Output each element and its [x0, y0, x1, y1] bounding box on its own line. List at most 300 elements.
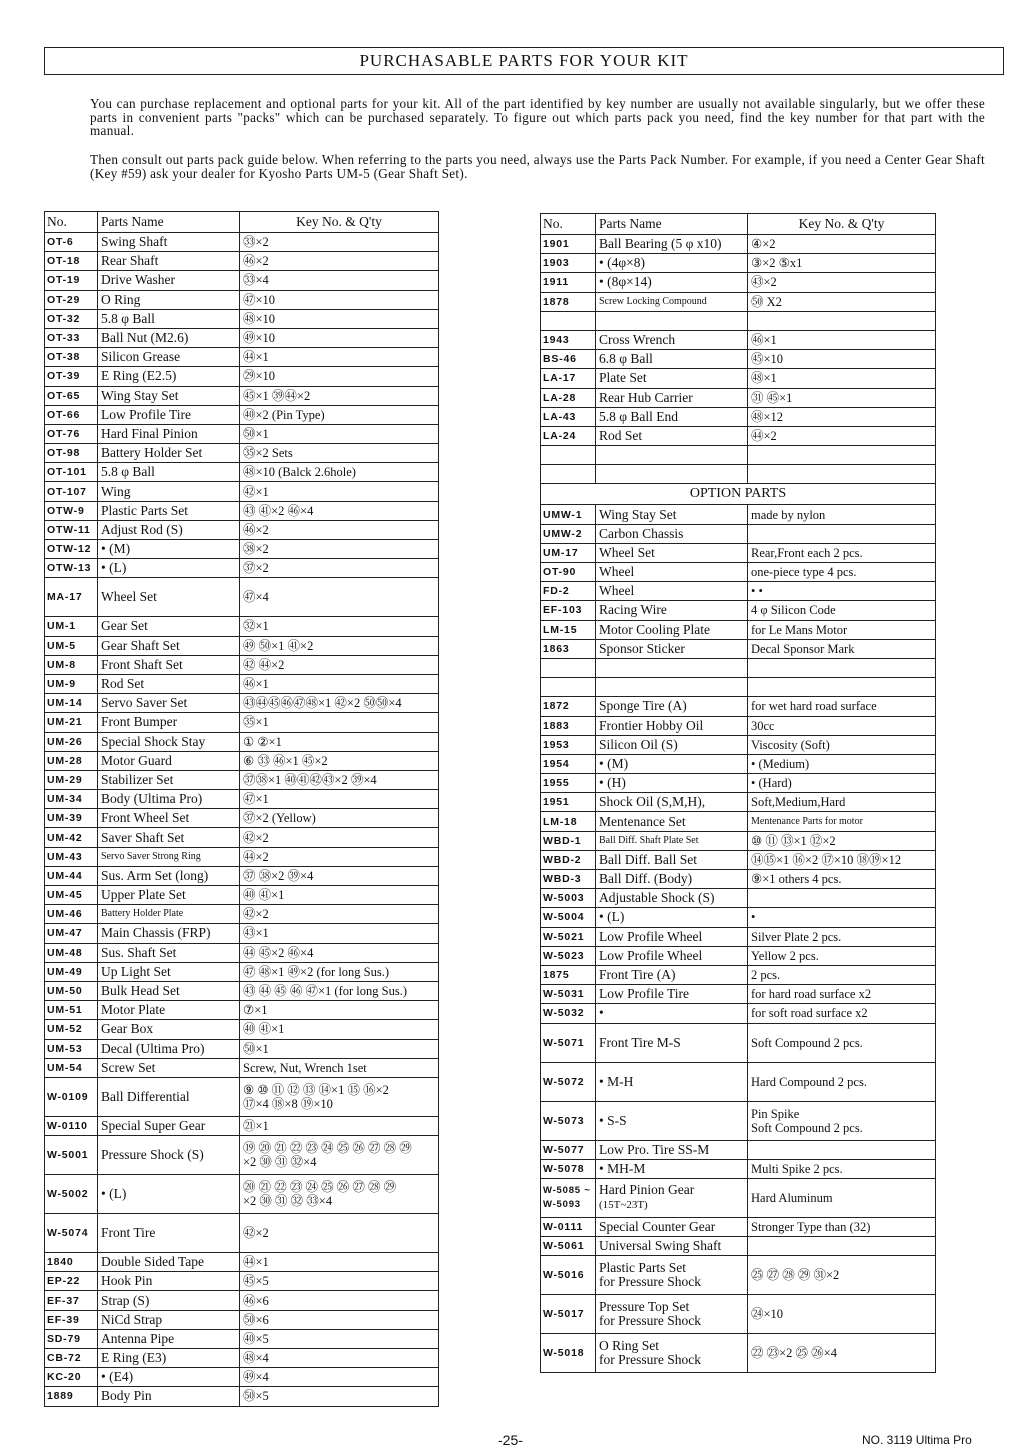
part-name: • (M)	[596, 754, 748, 773]
key-quantity: ㊸×1	[240, 924, 439, 943]
table-row	[45, 1349, 439, 1368]
part-name: • (L)	[596, 908, 748, 927]
table-row	[45, 309, 439, 328]
table-row	[541, 1295, 936, 1334]
table-row	[541, 658, 936, 677]
table-row	[541, 889, 936, 908]
table-row	[45, 790, 439, 809]
part-number: 1954	[541, 754, 596, 773]
part-number: 1863	[541, 639, 596, 658]
part-name: Motor Plate	[98, 1001, 240, 1020]
table-row	[541, 1334, 936, 1373]
key-quantity: ㊾ ㊿×1 ㊶×2	[240, 636, 439, 655]
table-row	[541, 870, 936, 889]
key-quantity	[748, 524, 936, 543]
table-row	[45, 463, 439, 482]
part-number: UMW-2	[541, 524, 596, 543]
key-quantity: ㊵×2 (Pin Type)	[240, 405, 439, 424]
key-quantity	[748, 889, 936, 908]
part-name: 6.8 φ Ball	[596, 350, 748, 369]
part-number: LA-17	[541, 369, 596, 388]
table-row	[541, 946, 936, 965]
table-row	[541, 620, 936, 639]
key-quantity: ㊷ ㊹×2	[240, 655, 439, 674]
table-row	[541, 330, 936, 349]
table-row	[45, 559, 439, 578]
part-name: Silicon Grease	[98, 348, 240, 367]
key-quantity: ㊽×1	[748, 369, 936, 388]
key-quantity	[748, 311, 936, 330]
table-row	[45, 444, 439, 463]
part-number: OT-98	[45, 444, 98, 463]
key-quantity: ㉛ ㊺×1	[748, 388, 936, 407]
table-row	[45, 367, 439, 386]
part-name: Adjust Rod (S)	[98, 520, 240, 539]
table-row	[45, 732, 439, 751]
key-quantity: ㊺×1 ㊴㊹×2	[240, 386, 439, 405]
table-row	[541, 1217, 936, 1236]
part-number: UM-21	[45, 713, 98, 732]
table-row	[45, 655, 439, 674]
part-name: Special Shock Stay	[98, 732, 240, 751]
part-name: Upper Plate Set	[98, 886, 240, 905]
table-row	[45, 1136, 439, 1175]
page-title: PURCHASABLE PARTS FOR YOUR KIT	[44, 47, 1004, 75]
part-number: UM-42	[45, 828, 98, 847]
column-header-key: Key No. & Q'ty	[240, 212, 439, 233]
part-number: UM-34	[45, 790, 98, 809]
key-quantity: ㊷×2	[240, 1214, 439, 1253]
table-row	[45, 674, 439, 693]
key-quantity: ㊸ ㊹ ㊺ ㊻ ㊼×1 (for long Sus.)	[240, 981, 439, 1000]
part-name: Drive Washer	[98, 271, 240, 290]
part-name: Servo Saver Strong Ring	[98, 847, 240, 866]
table-row	[45, 1253, 439, 1272]
part-name: Plate Set	[596, 369, 748, 388]
part-name: • MH-M	[596, 1159, 748, 1178]
key-quantity: ㊵×5	[240, 1329, 439, 1348]
part-name: Wheel Set	[98, 578, 240, 617]
part-name: Stabilizer Set	[98, 770, 240, 789]
part-number: 1943	[541, 330, 596, 349]
key-quantity: ⑭⑮×1 ⑯×2 ⑰×10 ⑱⑲×12	[748, 850, 936, 869]
table-row	[45, 290, 439, 309]
part-number: 1955	[541, 774, 596, 793]
part-name: Plastic Parts Set for Pressure Shock	[596, 1256, 748, 1295]
table-row	[45, 713, 439, 732]
key-quantity: ㊿ X2	[748, 292, 936, 311]
table-row	[45, 1291, 439, 1310]
table-row	[45, 1116, 439, 1135]
table-row	[45, 924, 439, 943]
part-number: OT-90	[541, 563, 596, 582]
table-row	[541, 1178, 936, 1217]
table-row	[45, 1058, 439, 1077]
part-number: W-5078	[541, 1159, 596, 1178]
table-row	[45, 886, 439, 905]
part-number: 1889	[45, 1387, 98, 1406]
key-quantity	[748, 465, 936, 484]
intro-text-2: Then consult out parts pack guide below. When referring to the parts you need, always use the Parts Pack Number. For example, if you need a Center Gear Shaft (Key #59) ask your dealer for Kyosho Parts UM-5 (Gear Shaft Set).	[90, 152, 985, 181]
part-number: UM-28	[45, 751, 98, 770]
table-row	[541, 1004, 936, 1023]
part-number: UM-29	[45, 770, 98, 789]
part-number: OT-38	[45, 348, 98, 367]
table-row	[541, 235, 936, 254]
column-header-name: Parts Name	[596, 214, 748, 235]
key-quantity: ㊵ ㊶×1	[240, 886, 439, 905]
key-quantity: Stronger Type than (32)	[748, 1217, 936, 1236]
key-quantity: Hard Compound 2 pcs.	[748, 1062, 936, 1101]
part-number: W-5002	[45, 1175, 98, 1214]
part-number: 1840	[45, 1253, 98, 1272]
part-name: E Ring (E3)	[98, 1349, 240, 1368]
part-name: Shock Oil (S,M,H),	[596, 793, 748, 812]
part-name: Front Shaft Set	[98, 655, 240, 674]
part-number: W-5003	[541, 889, 596, 908]
part-name: Rod Set	[98, 674, 240, 693]
key-quantity: ㊺×10	[748, 350, 936, 369]
part-number: UM-51	[45, 1001, 98, 1020]
part-name: Main Chassis (FRP)	[98, 924, 240, 943]
column-header-name: Parts Name	[98, 212, 240, 233]
part-number: W-5031	[541, 985, 596, 1004]
part-number: UM-44	[45, 866, 98, 885]
table-row	[541, 254, 936, 273]
key-quantity	[748, 678, 936, 697]
table-row	[541, 465, 936, 484]
part-number: OT-39	[45, 367, 98, 386]
key-quantity: ㊸ ㊶×2 ㊻×4	[240, 501, 439, 520]
column-header-key: Key No. & Q'ty	[748, 214, 936, 235]
key-quantity: ㊾×4	[240, 1368, 439, 1387]
key-quantity: ㉙×10	[240, 367, 439, 386]
key-quantity: ㊲ ㊳×2 ㊴×4	[240, 866, 439, 885]
key-quantity: ⑨ ⑩ ⑪ ⑫ ⑬ ⑭×1 ⑮ ⑯×2 ⑰×4 ⑱×8 ⑲×10	[240, 1077, 439, 1116]
table-row	[45, 424, 439, 443]
key-quantity: ⑳ ㉑ ㉒ ㉓ ㉔ ㉕ ㉖ ㉗ ㉘ ㉙ ×2 ㉚ ㉛ ㉜ ㉝×4	[240, 1175, 439, 1214]
key-quantity: for soft road surface x2	[748, 1004, 936, 1023]
part-name: Sus. Shaft Set	[98, 943, 240, 962]
part-number: W-5032	[541, 1004, 596, 1023]
table-row	[45, 328, 439, 347]
key-quantity: ㉕ ㉗ ㉘ ㉙ ㉛×2	[748, 1256, 936, 1295]
table-row	[541, 524, 936, 543]
part-number: EP-22	[45, 1272, 98, 1291]
part-name: Ball Diff. Ball Set	[596, 850, 748, 869]
table-header	[541, 214, 936, 235]
part-name: Gear Box	[98, 1020, 240, 1039]
part-number: WBD-1	[541, 831, 596, 850]
part-name: • (4φ×8)	[596, 254, 748, 273]
part-name: Gear Shaft Set	[98, 636, 240, 655]
part-number: 1953	[541, 735, 596, 754]
key-quantity: ㉜×1	[240, 617, 439, 636]
key-quantity: ㊼ ㊽×1 ㊾×2 (for long Sus.)	[240, 962, 439, 981]
part-number: KC-20	[45, 1368, 98, 1387]
part-number: W-5004	[541, 908, 596, 927]
part-number: OT-65	[45, 386, 98, 405]
part-number: BS-46	[541, 350, 596, 369]
key-quantity: ㊹×2	[240, 847, 439, 866]
table-row	[541, 543, 936, 562]
part-name: Decal (Ultima Pro)	[98, 1039, 240, 1058]
part-number: UM-39	[45, 809, 98, 828]
part-name: Ball Diff. Shaft Plate Set	[596, 831, 748, 850]
table-row	[45, 962, 439, 981]
part-number: OT-29	[45, 290, 98, 309]
part-name: Saver Shaft Set	[98, 828, 240, 847]
part-name: • (M)	[98, 540, 240, 559]
part-name: Pressure Top Set for Pressure Shock	[596, 1295, 748, 1334]
key-quantity	[748, 1140, 936, 1159]
part-number	[541, 446, 596, 465]
key-quantity: ㊻×2	[240, 520, 439, 539]
key-quantity: ㊺×5	[240, 1272, 439, 1291]
key-quantity: Pin Spike Soft Compound 2 pcs.	[748, 1101, 936, 1140]
key-quantity: ㊻×1	[240, 674, 439, 693]
table-row	[45, 905, 439, 924]
part-name: Hard Final Pinion	[98, 424, 240, 443]
key-quantity: ㊹ ㊺×2 ㊻×4	[240, 943, 439, 962]
part-number: OTW-9	[45, 501, 98, 520]
key-quantity: ㊽×12	[748, 407, 936, 426]
key-quantity: ⑲ ⑳ ㉑ ㉒ ㉓ ㉔ ㉕ ㉖ ㉗ ㉘ ㉙ ×2 ㉚ ㉛ ㉜×4	[240, 1136, 439, 1175]
part-name: • (8φ×14)	[596, 273, 748, 292]
part-name: Front Tire	[98, 1214, 240, 1253]
part-number: UM-49	[45, 962, 98, 981]
key-quantity: ㊲×2	[240, 559, 439, 578]
part-number: W-5085 ~ W-5093	[541, 1178, 596, 1217]
part-number: LM-15	[541, 620, 596, 639]
key-quantity: ㉔×10	[748, 1295, 936, 1334]
key-quantity: ⑥ ㉝ ㊻×1 ㊺×2	[240, 751, 439, 770]
part-name: Front Tire (A)	[596, 965, 748, 984]
part-name: Motor Guard	[98, 751, 240, 770]
part-number	[541, 311, 596, 330]
table-row	[45, 636, 439, 655]
table-row	[45, 405, 439, 424]
part-number: CB-72	[45, 1349, 98, 1368]
part-name: 5.8 φ Ball	[98, 463, 240, 482]
key-quantity: ㉟×2 Sets	[240, 444, 439, 463]
key-quantity: ㊼×4	[240, 578, 439, 617]
table-row	[541, 292, 936, 311]
table-row	[541, 505, 936, 524]
key-quantity: • •	[748, 582, 936, 601]
table-row	[45, 1001, 439, 1020]
table-row	[541, 754, 936, 773]
part-number: W-0111	[541, 1217, 596, 1236]
part-number: W-0110	[45, 1116, 98, 1135]
part-name: Double Sided Tape	[98, 1253, 240, 1272]
part-name: Special Counter Gear	[596, 1217, 748, 1236]
table-row	[541, 1062, 936, 1101]
table-row	[541, 273, 936, 292]
part-number: EF-37	[45, 1291, 98, 1310]
key-quantity: ㊸㊹㊺㊻㊼㊽×1 ㊷×2 ㊿㊿×4	[240, 694, 439, 713]
part-name: Wing	[98, 482, 240, 501]
key-quantity: ㊿×5	[240, 1387, 439, 1406]
key-quantity: ㉟×1	[240, 713, 439, 732]
part-name: Cross Wrench	[596, 330, 748, 349]
part-number: W-5021	[541, 927, 596, 946]
part-number: OT-107	[45, 482, 98, 501]
table-row	[541, 407, 936, 426]
part-number: 1878	[541, 292, 596, 311]
part-number: 1903	[541, 254, 596, 273]
part-number: W-5017	[541, 1295, 596, 1334]
part-name: Gear Set	[98, 617, 240, 636]
key-quantity: Soft,Medium,Hard	[748, 793, 936, 812]
table-row	[45, 943, 439, 962]
part-name: Front Bumper	[98, 713, 240, 732]
key-quantity: Silver Plate 2 pcs.	[748, 927, 936, 946]
table-row	[45, 694, 439, 713]
key-quantity: Soft Compound 2 pcs.	[748, 1023, 936, 1062]
part-name: Servo Saver Set	[98, 694, 240, 713]
table-row	[541, 1140, 936, 1159]
model-label: NO. 3119 Ultima Pro	[862, 1433, 972, 1447]
part-number: W-5074	[45, 1214, 98, 1253]
part-number: OT-18	[45, 252, 98, 271]
table-row	[45, 847, 439, 866]
key-quantity	[748, 446, 936, 465]
table-row	[541, 369, 936, 388]
key-quantity: ㉝×4	[240, 271, 439, 290]
table-row	[45, 252, 439, 271]
part-name: E Ring (E2.5)	[98, 367, 240, 386]
intro-paragraph-2	[90, 153, 985, 180]
part-number: EF-103	[541, 601, 596, 620]
part-number: W-5071	[541, 1023, 596, 1062]
part-number: MA-17	[45, 578, 98, 617]
table-row	[45, 770, 439, 789]
part-number: OT-76	[45, 424, 98, 443]
key-quantity: 4 φ Silicon Code	[748, 601, 936, 620]
part-name: Low Profile Wheel	[596, 927, 748, 946]
key-quantity: ㊾×10	[240, 328, 439, 347]
table-row	[45, 1272, 439, 1291]
table-row	[541, 563, 936, 582]
key-quantity: ㉝×2	[240, 233, 439, 252]
table-row	[541, 1159, 936, 1178]
table-row	[45, 1020, 439, 1039]
key-quantity: Decal Sponsor Mark	[748, 639, 936, 658]
part-name: Rod Set	[596, 426, 748, 445]
key-quantity: for Le Mans Motor	[748, 620, 936, 639]
table-row	[45, 1310, 439, 1329]
part-number	[541, 465, 596, 484]
part-number: EF-39	[45, 1310, 98, 1329]
page-number: -25-	[498, 1432, 523, 1448]
part-name: Ball Differential	[98, 1077, 240, 1116]
part-number: OTW-12	[45, 540, 98, 559]
part-name: Universal Swing Shaft	[596, 1237, 748, 1256]
part-number: OT-66	[45, 405, 98, 424]
table-row	[45, 1039, 439, 1058]
part-name: Strap (S)	[98, 1291, 240, 1310]
part-name: • (E4)	[98, 1368, 240, 1387]
part-name: Carbon Chassis	[596, 524, 748, 543]
table-row	[45, 1077, 439, 1116]
part-name: • M-H	[596, 1062, 748, 1101]
part-name: Sponsor Sticker	[596, 639, 748, 658]
part-name: Mentenance Set	[596, 812, 748, 831]
table-row	[541, 697, 936, 716]
key-quantity	[748, 658, 936, 677]
part-name: Ball Diff. (Body)	[596, 870, 748, 889]
part-name: Bulk Head Set	[98, 981, 240, 1000]
key-quantity: ㊳×2	[240, 540, 439, 559]
table-row	[541, 793, 936, 812]
part-name: Wheel	[596, 582, 748, 601]
part-name: • (L)	[98, 559, 240, 578]
part-number: 1875	[541, 965, 596, 984]
table-row	[45, 828, 439, 847]
key-quantity: Viscosity (Soft)	[748, 735, 936, 754]
part-number: LA-24	[541, 426, 596, 445]
part-name: Wheel Set	[596, 543, 748, 562]
part-number: W-5061	[541, 1237, 596, 1256]
part-name: Low Profile Tire	[98, 405, 240, 424]
key-quantity: 2 pcs.	[748, 965, 936, 984]
part-name: Screw Set	[98, 1058, 240, 1077]
key-quantity: ⑦×1	[240, 1001, 439, 1020]
key-quantity: Rear,Front each 2 pcs.	[748, 543, 936, 562]
intro-paragraph-1	[90, 97, 985, 138]
part-number: UM-53	[45, 1039, 98, 1058]
part-name: Screw Locking Compound	[596, 292, 748, 311]
part-name: O Ring Set for Pressure Shock	[596, 1334, 748, 1373]
key-quantity: Mentenance Parts for motor	[748, 812, 936, 831]
part-number: OT-19	[45, 271, 98, 290]
part-number: UM-14	[45, 694, 98, 713]
table-row	[45, 1387, 439, 1406]
table-row	[45, 1368, 439, 1387]
part-number: LA-28	[541, 388, 596, 407]
table-row	[45, 482, 439, 501]
part-number: WBD-3	[541, 870, 596, 889]
section-heading: OPTION PARTS	[541, 484, 936, 505]
key-quantity	[748, 1237, 936, 1256]
part-name: Hook Pin	[98, 1272, 240, 1291]
part-name	[596, 658, 748, 677]
part-name: Sponge Tire (A)	[596, 697, 748, 716]
table-row	[541, 965, 936, 984]
part-name: Rear Shaft	[98, 252, 240, 271]
part-name: Low Profile Wheel	[596, 946, 748, 965]
part-number: OTW-11	[45, 520, 98, 539]
key-quantity: ① ②×1	[240, 732, 439, 751]
part-name: Silicon Oil (S)	[596, 735, 748, 754]
part-name: Low Profile Tire	[596, 985, 748, 1004]
table-row	[45, 501, 439, 520]
part-name: • S-S	[596, 1101, 748, 1140]
part-name: Wing Stay Set	[596, 505, 748, 524]
part-name: O Ring	[98, 290, 240, 309]
parts-table-left	[44, 211, 439, 1407]
part-number: UM-46	[45, 905, 98, 924]
key-quantity: ⑨×1 others 4 pcs.	[748, 870, 936, 889]
table-row	[541, 601, 936, 620]
key-quantity: ㊹×1	[240, 348, 439, 367]
table-row	[45, 540, 439, 559]
part-number: W-0109	[45, 1077, 98, 1116]
part-name	[596, 446, 748, 465]
table-row	[541, 426, 936, 445]
part-name: Adjustable Shock (S)	[596, 889, 748, 908]
